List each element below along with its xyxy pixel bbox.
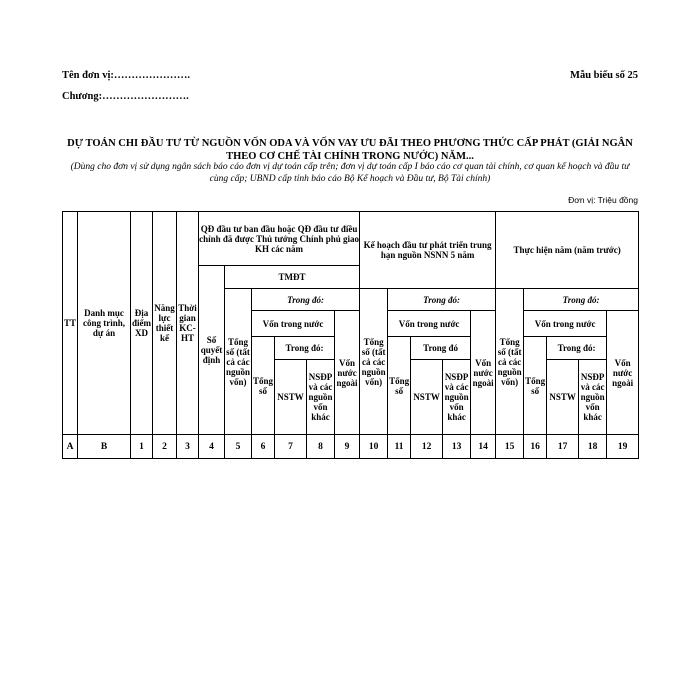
g3-total-header: Tổng số (tất cả các nguồn vốn) xyxy=(496,289,524,435)
g1-domestic: Vốn trong nước xyxy=(252,311,335,337)
col-number: 13 xyxy=(443,435,471,459)
col-number: 5 xyxy=(225,435,252,459)
col-number: 2 xyxy=(153,435,177,459)
col-number: 14 xyxy=(471,435,496,459)
g1-nstw: NSTW xyxy=(275,360,307,435)
g2-foreign: Vốn nước ngoài xyxy=(471,311,496,435)
chapter-line: Chương:……………………. xyxy=(62,91,189,102)
g3-of-which: Trong đó: xyxy=(524,289,639,311)
col-number: 16 xyxy=(524,435,547,459)
budget-table xyxy=(62,211,639,459)
col-number: 11 xyxy=(388,435,411,459)
col-number: 15 xyxy=(496,435,524,459)
document-title: DỰ TOÁN CHI ĐẦU TƯ TỪ NGUỒN VỐN ODA VÀ VỐN VAY ƯU ĐÃI THEO PHƯƠNG THỨC CẤP PHÁT (GIẢI NGÂN THEO CƠ CHẾ TÀI CHÍNH TRONG NƯỚC) NĂM... xyxy=(67,138,633,162)
g1-of-which: Trong đó: xyxy=(252,289,360,311)
g1-domestic-of-which: Trong đó: xyxy=(275,337,335,360)
group-previous-year: Thực hiện năm (năm trước) xyxy=(496,212,639,289)
g2-total-header: Tổng số (tất cả các nguồn vốn) xyxy=(360,289,388,435)
g3-total: Tổng số xyxy=(524,337,547,435)
col-number: 9 xyxy=(335,435,360,459)
unit-label: Đơn vị: Triệu đồng xyxy=(568,195,638,205)
col-number: 4 xyxy=(199,435,225,459)
document-subtitle: (Dùng cho đơn vị sử dụng ngân sách báo cáo đơn vị dự toán cấp trên; đơn vị dự toán cấp I báo cáo cơ quan tài chính, cơ quan kế hoạch và đầu tư cùng cấp; UBND cấp tỉnh báo cáo Bộ Kế hoạch và Đầu tư, Bộ Tài chính) xyxy=(70,162,630,184)
col-decision-no-header: Số quyết định xyxy=(199,266,225,435)
col-location-header: Địa điểm XD xyxy=(131,212,153,435)
col-project-header: Danh mục công trình, dự án xyxy=(78,212,131,435)
g1-foreign: Vốn nước ngoài xyxy=(335,311,360,435)
g2-domestic-of-which: Trong đó xyxy=(411,337,471,360)
g1-total: Tổng số xyxy=(252,337,275,435)
g2-of-which: Trong đó: xyxy=(388,289,496,311)
form-number: Mẫu biểu số 25 xyxy=(570,70,638,81)
unit-name-line: Tên đơn vị:…………………. xyxy=(62,70,191,81)
col-number: 6 xyxy=(252,435,275,459)
col-duration-header: Thời gian KC-HT xyxy=(177,212,199,435)
col-number: 10 xyxy=(360,435,388,459)
tmdt-header: TMĐT xyxy=(225,266,360,289)
col-capacity-header: Năng lực thiết kế xyxy=(153,212,177,435)
g1-total-header: Tổng số (tất cả các nguồn vốn) xyxy=(225,289,252,435)
col-number: A xyxy=(63,435,78,459)
col-number: 7 xyxy=(275,435,307,459)
col-tt-header: TT xyxy=(63,212,78,435)
col-number: B xyxy=(78,435,131,459)
g2-total: Tổng số xyxy=(388,337,411,435)
col-number: 17 xyxy=(547,435,579,459)
g2-domestic: Vốn trong nước xyxy=(388,311,471,337)
col-number: 1 xyxy=(131,435,153,459)
col-number: 18 xyxy=(579,435,607,459)
g3-domestic: Vốn trong nước xyxy=(524,311,607,337)
col-number: 8 xyxy=(307,435,335,459)
col-number: 3 xyxy=(177,435,199,459)
g3-nsdp: NSĐP và các nguồn vốn khác xyxy=(579,360,607,435)
g2-nstw: NSTW xyxy=(411,360,443,435)
g1-nsdp: NSĐP và các nguồn vốn khác xyxy=(307,360,335,435)
g3-nstw: NSTW xyxy=(547,360,579,435)
group-investment-decision: QĐ đầu tư ban đầu hoặc QĐ đầu tư điều chỉnh đã được Thủ tướng Chính phủ giao KH các năm xyxy=(199,212,360,266)
g3-domestic-of-which: Trong đó: xyxy=(547,337,607,360)
col-number: 19 xyxy=(607,435,639,459)
group-medium-term-plan: Kế hoạch đầu tư phát triển trung hạn nguồn NSNN 5 năm xyxy=(360,212,496,289)
col-number: 12 xyxy=(411,435,443,459)
g3-foreign: Vốn nước ngoài xyxy=(607,311,639,435)
g2-nsdp: NSĐP và các nguồn vốn khác xyxy=(443,360,471,435)
